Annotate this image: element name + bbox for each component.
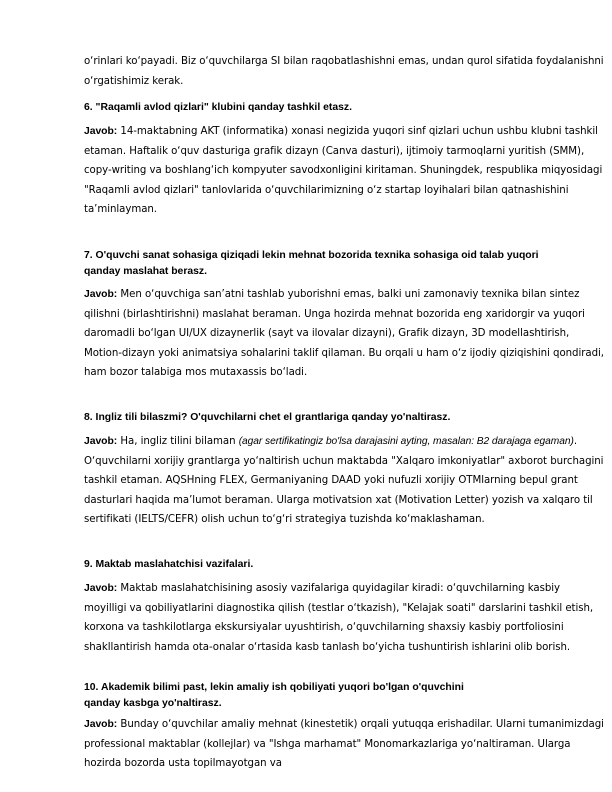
answer-6-text: 14-maktabning AKT (informatika) xonasi negizida yuqori sinf qizlari uchun ushbu klubni tashkil etaman. Haftalik o‘quv dasturiga grafik dizayn (Canva dasturi), ijtimoiy tarmoqlarni yuritish (SMM), copy-writing va boshlang‘ich kompyuter savodxonligini kiritaman. Shuningdek, respublika miqyosidagi "Raqamli avlod qizlari" tanlovlarida o‘quvchilarimizning o‘z startap loyihalari bilan qatnashishini ta’minlayman. [84,126,603,215]
answer-7-text: Men o‘quvchiga san’atni tashlab yuborishni emas, balki uni zamonaviy texnika bilan sintez qilishni (birlashtirishni) maslahat beraman. Unga hozirda mehnat bozorida eng xaridorgir va yuqori daromadli bo‘lgan UI/UX dizaynerlik (sayt va ilovalar dizayni), Grafik dizayn, 3D modellashtirish, Motion-dizayn yoki animatsiya sohalarini taklif qilaman. Bu orqali u ham o‘z ijodiy qiziqishini qondiradi, ham bozor talabiga mos mutaxassis bo‘ladi. [84,289,604,378]
answer-10-paragraph [84,715,604,774]
answer-10-text: Bunday o‘quvchilar amaliy mehnat (kinestetik) orqali yutuqqa erishadilar. Ularni tumanimizdagi professional maktablar (kollejlar) va "Ishga marhamat" Monomarkazlariga yo‘naltiraman. Ularga hozirda bozorda usta topilmayotgan va [84,719,604,769]
answer-9-paragraph [84,579,604,657]
answer-label: Javob: [84,583,118,594]
answer-7-paragraph [84,285,604,383]
question-7-heading: 7. O'quvchi sanat sohasiga qiziqadi lekin mehnat bozorida texnika sohasiga oid talab yuqori qanday maslahat berasz. [84,250,539,277]
answer-label: Javob: [84,126,118,137]
answer-8-text-end: . O‘quvchilarni xorijiy grantlarga yo‘naltirish uchun maktabda "Xalqaro imkoniyatlar" axborot burchagini tashkil etaman. AQSHning FLEX, Germaniyaning DAAD yoki nufuzli xorijiy OTMlarning bepul grant dasturlari haqida ma’lumot beraman. Ularga motivatsion xat (Motivation Letter) yozish va xalqaro til sertifikati (IELTS/CEFR) olish uchun to‘g‘ri strategiya tuzishda ko‘maklashaman. [84,436,604,525]
question-8-heading: 8. Ingliz tili bilaszmi? O'quvchilarni chet el grantlariga qanday yo'naltirasz. [84,412,451,423]
answer-8-paragraph [84,432,604,530]
answer-8-text-start: Ha, ingliz tilini bilaman [117,436,239,447]
question-9-heading: 9. Maktab maslahatchisi vazifalari. [84,559,254,570]
answer-label: Javob: [84,436,118,447]
intro-paragraph: o‘rinlari ko‘payadi. Biz o‘quvchilarga SI bilan raqobatlashishni emas, undan qurol sifatida foydalanishni o‘rgatishimiz kerak. [84,56,604,87]
question-6-heading: 6. "Raqamli avlod qizlari" klubini qanday tashkil etasz. [84,102,352,113]
answer-label: Javob: [84,289,118,300]
answer-label: Javob: [84,719,118,730]
question-10-heading: 10. Akademik bilimi past, lekin amaliy ish qobiliyati yuqori bo'lgan o'quvchini qanday kasbga yo'naltirasz. [84,682,464,709]
answer-9-text: Maktab maslahatchisining asosiy vazifalariga quyidagilar kiradi: o‘quvchilarning kasbiy moyilligi va qobiliyatlarini diagnostika qilish (testlar o‘tkazish), "Kelajak soati" darslarini tashkil etish, korxona va tashkilotlarga ekskursiyalar uyushtirish, o‘quvchilarning shaxsiy kasbiy portfoliosini shakllantirish hamda ota-onalar o‘rtasida kasb tanlash bo‘yicha tushuntirish ishlarini olib borish. [84,583,594,653]
answer-8-italic-note: (agar sertifikatingiz bo'lsa darajasini ayting, masalan: B2 darajaga egaman) [238,436,574,447]
answer-6-paragraph [84,122,604,220]
